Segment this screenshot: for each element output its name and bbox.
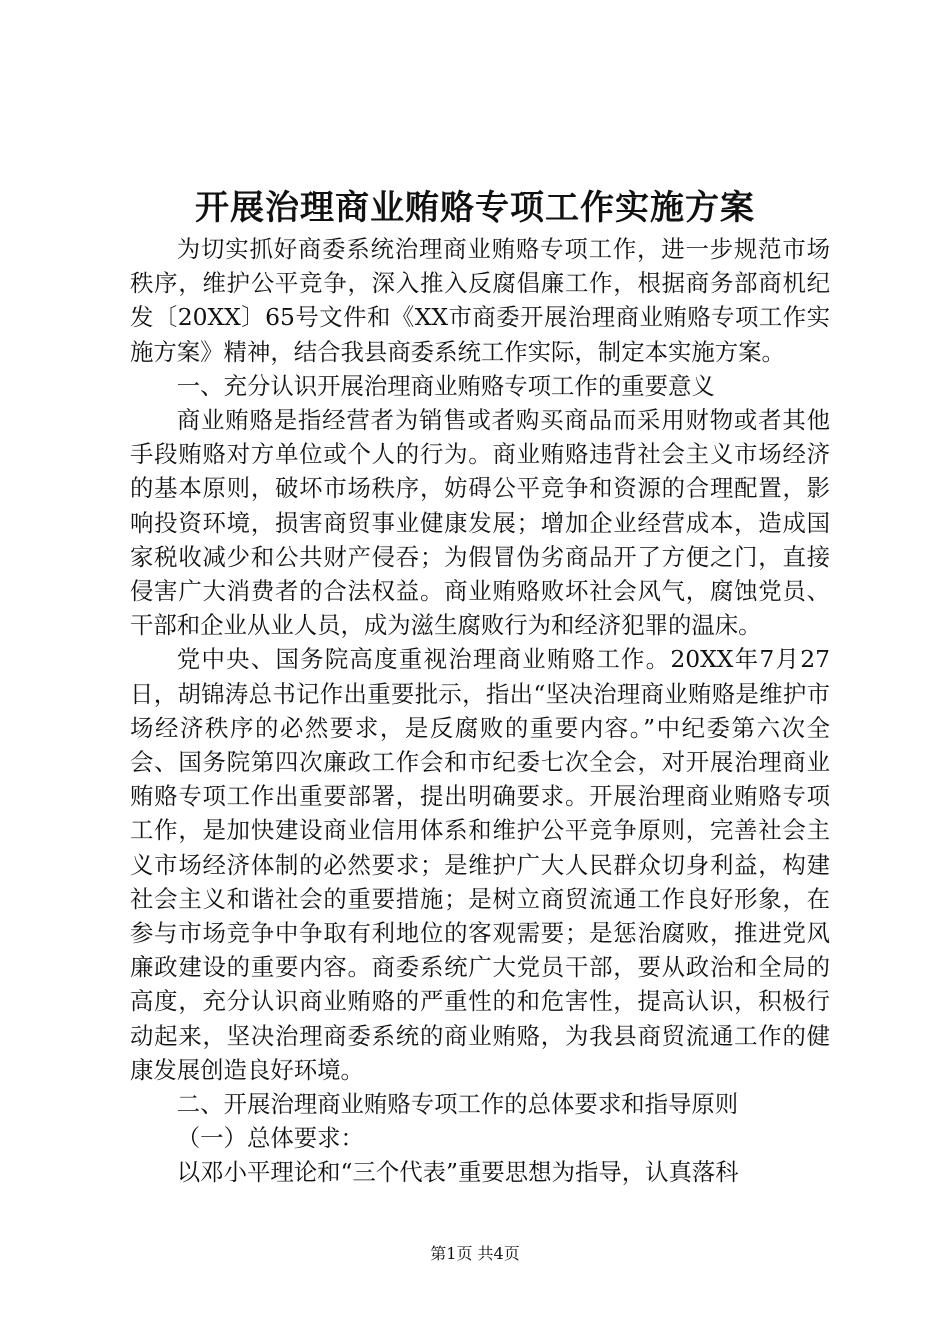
document-body: [130, 232, 830, 1190]
section-heading-1: 一、充分认识开展治理商业贿赂专项工作的重要意义: [176, 371, 715, 400]
page-footer: 第1页 共4页: [430, 1244, 520, 1263]
body-paragraph: 党中央、国务院高度重视治理商业贿赂工作。20XX年7月27日，胡锦涛总书记作出重要批示，指出“坚决治理商业贿赂是维护市场经济秩序的必然要求，是反腐败的重要内容。”中纪委第六次全会、国务院第四次廉政工作会和市纪委七次全会，对开展治理商业贿赂专项工作出重要部署，提出明确要求。开展治理商业贿赂专项工作，是加快建设商业信用体系和维护公平竞争原则，完善社会主义市场经济体制的必然要求；是维护广大人民群众切身利益，构建社会主义和谐社会的重要措施；是树立商贸流通工作良好形象，在参与市场竞争中争取有利地位的客观需要；是惩治腐败，推进党风廉政建设的重要内容。商委系统广大党员干部，要从政治和全局的高度，充分认识商业贿赂的严重性的和危害性，提高认识，积极行动起来，坚决治理商委系统的商业贿赂，为我县商贸流通工作的健康发展创造良好环境。: [130, 645, 830, 1084]
intro-paragraph: 为切实抓好商委系统治理商业贿赂专项工作，进一步规范市场秩序，维护公平竞争，深入推入反腐倡廉工作，根据商务部商机纪发〔20XX〕65号文件和《XX市商委开展治理商业贿赂专项工作实施方案》精神，结合我县商委系统工作实际，制定本实施方案。: [130, 235, 830, 366]
body-paragraph: 以邓小平理论和“三个代表”重要思想为指导，认真落科: [176, 1158, 739, 1187]
subsection-heading: （一）总体要求：: [176, 1124, 364, 1153]
section-heading-2: 二、开展治理商业贿赂专项工作的总体要求和指导原则: [176, 1090, 739, 1119]
body-paragraph: 商业贿赂是指经营者为销售或者购买商品而采用财物或者其他手段贿赂对方单位或个人的行为。商业贿赂违背社会主义市场经济的基本原则，破坏市场秩序，妨碍公平竞争和资源的合理配置，影响投资环境，损害商贸事业健康发展；增加企业经营成本，造成国家税收减少和公共财产侵吞；为假冒伪劣商品开了方便之门，直接侵害广大消费者的合法权益。商业贿赂败坏社会风气，腐蚀党员、干部和企业从业人员，成为滋生腐败行为和经济犯罪的温床。: [130, 406, 830, 640]
document-title: 开展治理商业贿赂专项工作实施方案: [195, 188, 755, 228]
